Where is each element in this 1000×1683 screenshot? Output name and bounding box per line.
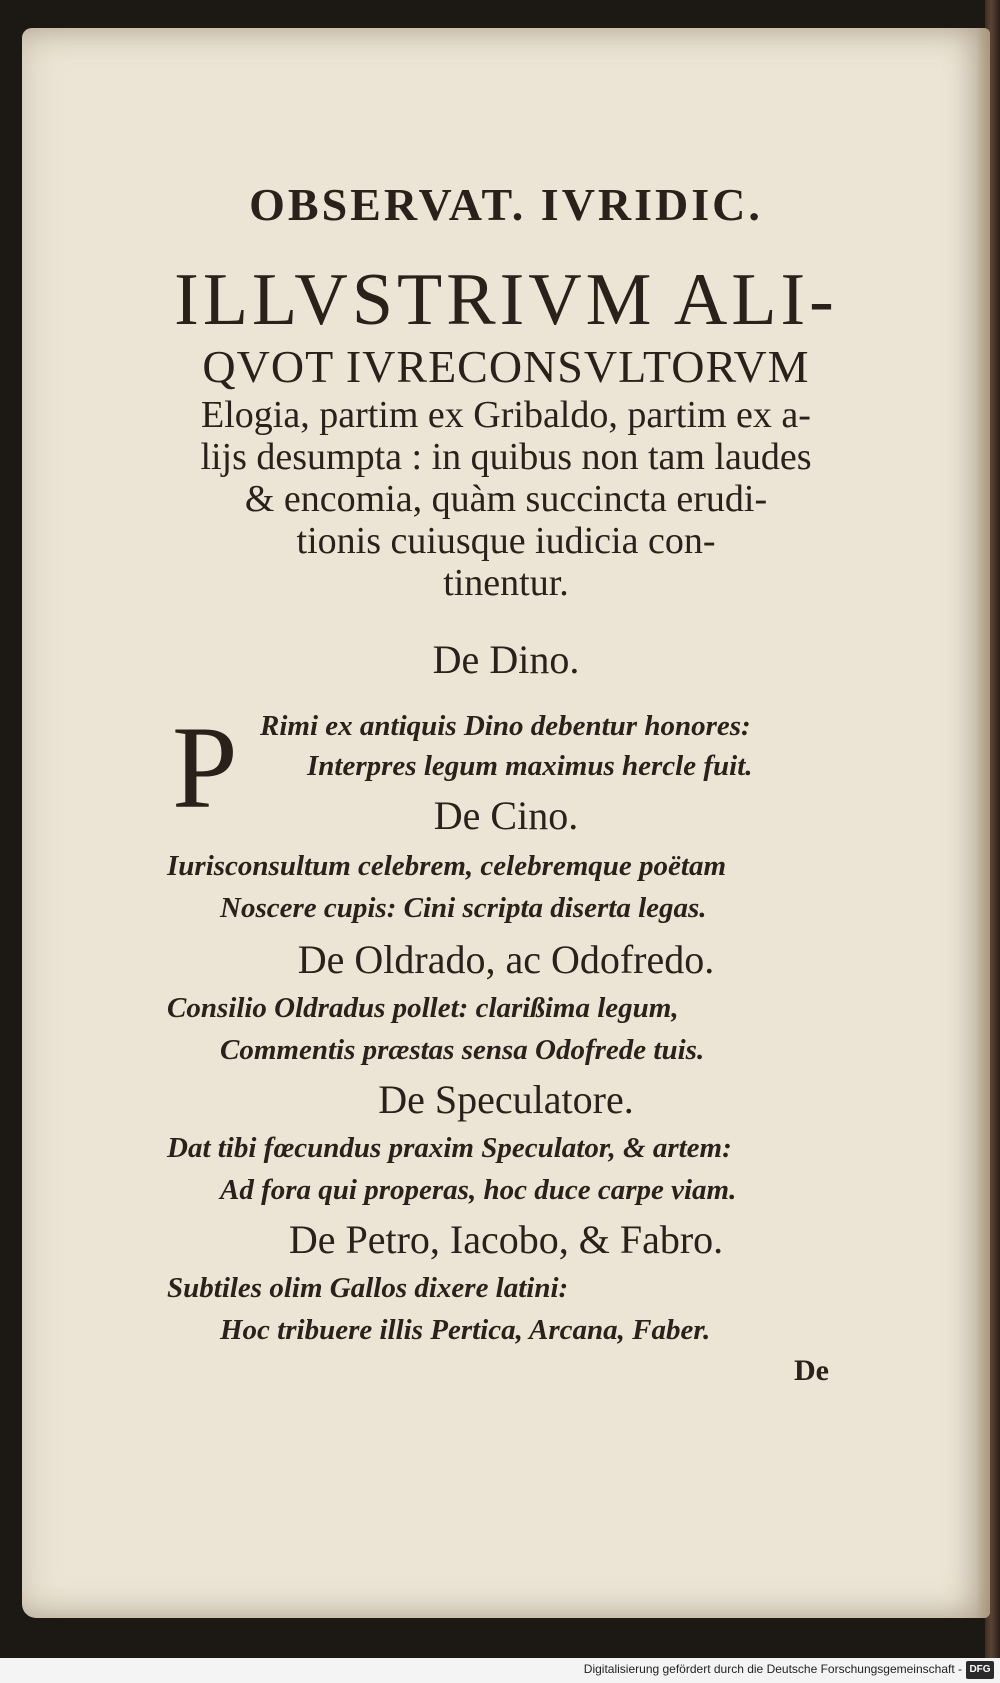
verse-line: Subtiles olim Gallos dixere latini: <box>167 1272 569 1304</box>
verse-line: Dat tibi fœcundus praxim Speculator, & artem: <box>167 1132 732 1164</box>
catchword: De <box>794 1354 829 1387</box>
title-line-1: ILLVSTRIVM ALI- <box>174 259 838 341</box>
book-page <box>22 28 990 1618</box>
verse-line: Interpres legum maximus hercle fuit. <box>307 750 753 782</box>
section-heading-speculatore: De Speculatore. <box>378 1077 634 1122</box>
intro-line: & encomia, quàm succincta erudi- <box>244 478 768 520</box>
verse-line: Noscere cupis: Cini scripta diserta legas. <box>220 892 707 924</box>
drop-cap: P <box>172 702 238 833</box>
verse-line: Rimi ex antiquis Dino debentur honores: <box>260 710 751 742</box>
title-line-2: QVOT IVRECONSVLTORVM <box>202 341 810 392</box>
section-heading-dino: De Dino. <box>432 637 580 682</box>
section-heading-oldrado: De Oldrado, ac Odofredo. <box>297 937 715 982</box>
intro-line: tionis cuiusque iudicia con- <box>296 520 716 562</box>
intro-paragraph <box>22 394 990 604</box>
section-heading-petro: De Petro, Iacobo, & Fabro. <box>288 1217 724 1262</box>
verse-line: Iurisconsultum celebrem, celebremque poëtam <box>167 850 727 882</box>
verse-line: Hoc tribuere illis Pertica, Arcana, Faber. <box>220 1314 711 1346</box>
verse-line: Consilio Oldradus pollet: clarißima legum, <box>167 992 679 1024</box>
running-head: OBSERVAT. IVRIDIC. <box>249 179 763 230</box>
verse-line: Commentis præstas sensa Odofrede tuis. <box>220 1034 705 1066</box>
digitization-footer <box>0 1658 1000 1683</box>
footer-credit: Digitalisierung gefördert durch die Deutsche Forschungsgemeinschaft - <box>583 1662 962 1676</box>
section-heading-cino: De Cino. <box>433 793 579 838</box>
intro-line: Elogia, partim ex Gribaldo, partim ex a- <box>201 394 811 436</box>
dfg-logo: DFG <box>966 1661 994 1679</box>
intro-line: lijs desumpta : in quibus non tam laudes <box>200 436 812 478</box>
intro-line: tinentur. <box>443 562 569 604</box>
verse-line: Ad fora qui properas, hoc duce carpe viam. <box>220 1174 737 1206</box>
